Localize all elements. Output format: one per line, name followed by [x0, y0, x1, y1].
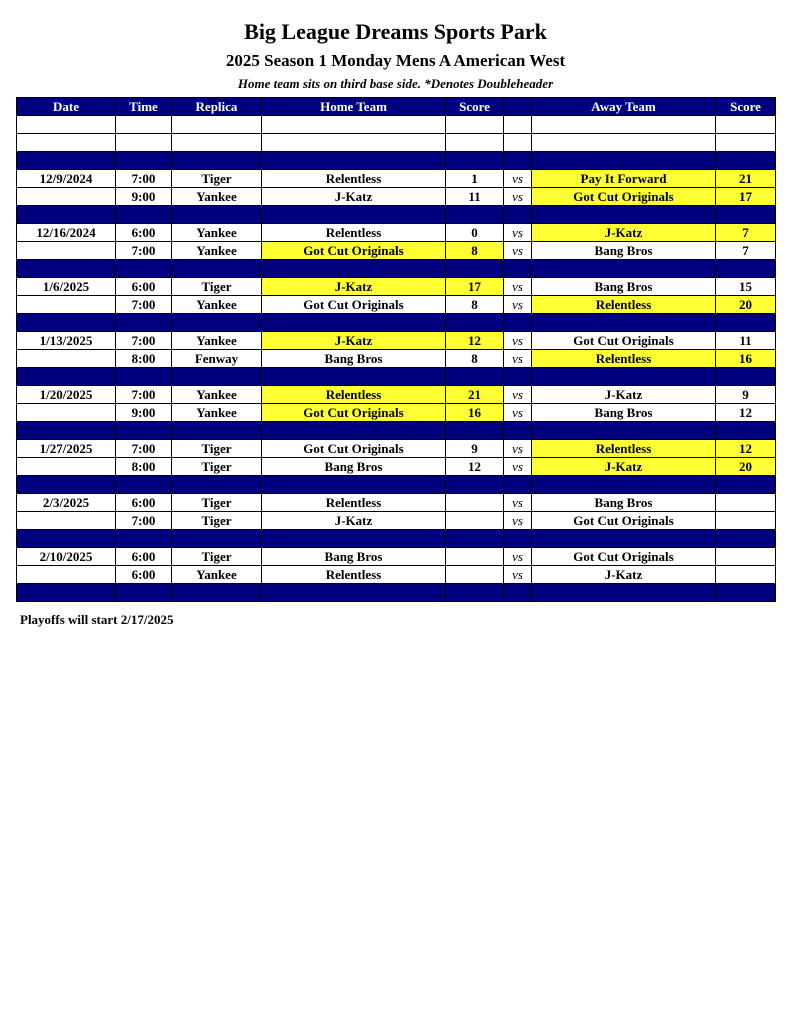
- home-score-cell: 17: [446, 278, 504, 296]
- vs-cell: vs: [504, 332, 532, 350]
- game-row: [17, 512, 776, 530]
- game-row: [17, 350, 776, 368]
- replica-cell: Yankee: [172, 332, 262, 350]
- page-title: Big League Dreams Sports Park: [244, 19, 547, 44]
- vs-cell: vs: [504, 278, 532, 296]
- home-team-cell: Relentless: [262, 224, 446, 242]
- home-score-cell: 16: [446, 404, 504, 422]
- replica-cell: Tiger: [172, 512, 262, 530]
- replica-cell: Yankee: [172, 566, 262, 584]
- game-row: [17, 458, 776, 476]
- empty-cell: [716, 584, 776, 602]
- empty-cell: [116, 584, 172, 602]
- empty-cell: [262, 584, 446, 602]
- empty-cell: [504, 422, 532, 440]
- home-team-cell: Relentless: [262, 170, 446, 188]
- col-away-team-header: Away Team: [532, 98, 716, 116]
- home-score-cell: 0: [446, 224, 504, 242]
- empty-cell: [716, 206, 776, 224]
- playoffs-note: Playoffs will start 2/17/2025: [20, 612, 174, 627]
- vs-cell: vs: [504, 386, 532, 404]
- col-replica-header: Replica: [172, 98, 262, 116]
- vs-cell: vs: [504, 458, 532, 476]
- col-home-team-header: Home Team: [262, 98, 446, 116]
- empty-cell: [262, 206, 446, 224]
- away-score-cell: 20: [716, 458, 776, 476]
- home-team-cell: Relentless: [262, 494, 446, 512]
- away-score-cell: 21: [716, 170, 776, 188]
- empty-cell: [116, 314, 172, 332]
- empty-cell: [504, 152, 532, 170]
- schedule-table: [16, 97, 776, 602]
- col-home-score-header: Score: [446, 98, 504, 116]
- empty-cell: [262, 368, 446, 386]
- empty-cell: [446, 584, 504, 602]
- week-separator-band: [17, 206, 776, 224]
- empty-cell: [17, 476, 116, 494]
- replica-cell: Tiger: [172, 440, 262, 458]
- empty-cell: [116, 134, 172, 152]
- game-row: [17, 386, 776, 404]
- week-separator-band: [17, 260, 776, 278]
- empty-cell: [532, 584, 716, 602]
- home-team-cell: Bang Bros: [262, 458, 446, 476]
- away-team-cell: Relentless: [532, 350, 716, 368]
- empty-cell: [172, 152, 262, 170]
- away-score-cell: [716, 548, 776, 566]
- empty-cell: [116, 368, 172, 386]
- empty-cell: [17, 116, 116, 134]
- empty-cell: [262, 152, 446, 170]
- empty-cell: [262, 116, 446, 134]
- away-team-cell: Got Cut Originals: [532, 548, 716, 566]
- home-score-cell: 1: [446, 170, 504, 188]
- empty-cell: [532, 206, 716, 224]
- home-score-cell: [446, 566, 504, 584]
- empty-cell: [446, 476, 504, 494]
- empty-cell: [504, 260, 532, 278]
- game-row: [17, 494, 776, 512]
- home-score-cell: 21: [446, 386, 504, 404]
- home-team-cell: J-Katz: [262, 332, 446, 350]
- empty-cell: [532, 134, 716, 152]
- empty-cell: [446, 260, 504, 278]
- home-team-cell: Got Cut Originals: [262, 404, 446, 422]
- replica-cell: Tiger: [172, 278, 262, 296]
- empty-cell: [262, 530, 446, 548]
- week-separator-band: [17, 584, 776, 602]
- away-team-cell: Bang Bros: [532, 278, 716, 296]
- time-cell: 8:00: [116, 350, 172, 368]
- empty-cell: [262, 476, 446, 494]
- vs-cell: vs: [504, 350, 532, 368]
- away-team-cell: Bang Bros: [532, 494, 716, 512]
- empty-cell: [172, 476, 262, 494]
- date-cell: 2/3/2025: [17, 494, 116, 512]
- away-score-cell: 16: [716, 350, 776, 368]
- game-row: [17, 548, 776, 566]
- away-team-cell: Bang Bros: [532, 404, 716, 422]
- date-cell: [17, 458, 116, 476]
- season-subtitle: 2025 Season 1 Monday Mens A American West: [225, 51, 566, 70]
- home-score-cell: [446, 494, 504, 512]
- away-score-cell: 12: [716, 440, 776, 458]
- time-cell: 6:00: [116, 548, 172, 566]
- date-cell: [17, 512, 116, 530]
- home-score-cell: [446, 512, 504, 530]
- away-score-cell: [716, 566, 776, 584]
- game-row: [17, 170, 776, 188]
- home-team-cell: Got Cut Originals: [262, 440, 446, 458]
- empty-cell: [116, 152, 172, 170]
- time-cell: 7:00: [116, 512, 172, 530]
- time-cell: 7:00: [116, 332, 172, 350]
- empty-cell: [716, 134, 776, 152]
- vs-cell: vs: [504, 404, 532, 422]
- time-cell: 7:00: [116, 440, 172, 458]
- date-cell: 2/10/2025: [17, 548, 116, 566]
- replica-cell: Tiger: [172, 494, 262, 512]
- home-team-cell: Bang Bros: [262, 548, 446, 566]
- header-row: [17, 98, 776, 116]
- empty-cell: [446, 368, 504, 386]
- away-score-cell: 9: [716, 386, 776, 404]
- empty-cell: [17, 260, 116, 278]
- game-row: [17, 404, 776, 422]
- week-separator-band: [17, 314, 776, 332]
- home-team-cell: J-Katz: [262, 512, 446, 530]
- empty-cell: [532, 314, 716, 332]
- away-team-cell: Got Cut Originals: [532, 512, 716, 530]
- date-cell: [17, 188, 116, 206]
- empty-cell: [716, 368, 776, 386]
- empty-cell: [716, 260, 776, 278]
- replica-cell: Yankee: [172, 242, 262, 260]
- away-score-cell: 7: [716, 224, 776, 242]
- time-cell: 7:00: [116, 242, 172, 260]
- empty-cell: [532, 530, 716, 548]
- empty-cell: [116, 206, 172, 224]
- replica-cell: Tiger: [172, 548, 262, 566]
- replica-cell: Yankee: [172, 224, 262, 242]
- empty-cell: [504, 314, 532, 332]
- date-cell: 1/27/2025: [17, 440, 116, 458]
- week-separator-band: [17, 422, 776, 440]
- game-row: [17, 224, 776, 242]
- empty-cell: [504, 116, 532, 134]
- date-cell: 1/13/2025: [17, 332, 116, 350]
- vs-cell: vs: [504, 224, 532, 242]
- week-separator-band: [17, 368, 776, 386]
- empty-cell: [716, 422, 776, 440]
- empty-cell: [504, 206, 532, 224]
- week-separator-band: [17, 530, 776, 548]
- home-team-cell: J-Katz: [262, 278, 446, 296]
- away-score-cell: 12: [716, 404, 776, 422]
- empty-cell: [446, 116, 504, 134]
- game-row: [17, 296, 776, 314]
- empty-cell: [116, 530, 172, 548]
- empty-cell: [116, 476, 172, 494]
- empty-cell: [262, 422, 446, 440]
- empty-cell: [172, 584, 262, 602]
- empty-cell: [172, 134, 262, 152]
- empty-cell: [532, 422, 716, 440]
- home-team-cell: J-Katz: [262, 188, 446, 206]
- time-cell: 7:00: [116, 170, 172, 188]
- home-team-cell: Relentless: [262, 386, 446, 404]
- home-score-cell: 11: [446, 188, 504, 206]
- home-team-cell: Bang Bros: [262, 350, 446, 368]
- blank-row: [17, 116, 776, 134]
- replica-cell: Yankee: [172, 386, 262, 404]
- home-team-cell: Relentless: [262, 566, 446, 584]
- away-score-cell: [716, 512, 776, 530]
- empty-cell: [532, 368, 716, 386]
- empty-cell: [716, 314, 776, 332]
- home-score-cell: 8: [446, 242, 504, 260]
- empty-cell: [504, 476, 532, 494]
- game-row: [17, 440, 776, 458]
- empty-cell: [716, 152, 776, 170]
- time-cell: 6:00: [116, 566, 172, 584]
- vs-cell: vs: [504, 188, 532, 206]
- game-row: [17, 332, 776, 350]
- col-vs-header: [504, 98, 532, 116]
- week-separator-band: [17, 152, 776, 170]
- date-cell: [17, 296, 116, 314]
- empty-cell: [172, 206, 262, 224]
- empty-cell: [716, 530, 776, 548]
- time-cell: 6:00: [116, 494, 172, 512]
- empty-cell: [172, 530, 262, 548]
- vs-cell: vs: [504, 566, 532, 584]
- date-cell: 1/20/2025: [17, 386, 116, 404]
- home-team-cell: Got Cut Originals: [262, 242, 446, 260]
- date-cell: [17, 350, 116, 368]
- time-cell: 6:00: [116, 278, 172, 296]
- empty-cell: [17, 314, 116, 332]
- replica-cell: Yankee: [172, 188, 262, 206]
- empty-cell: [172, 314, 262, 332]
- home-score-cell: 12: [446, 332, 504, 350]
- replica-cell: Tiger: [172, 458, 262, 476]
- away-score-cell: 20: [716, 296, 776, 314]
- date-cell: 1/6/2025: [17, 278, 116, 296]
- away-team-cell: J-Katz: [532, 566, 716, 584]
- empty-cell: [172, 422, 262, 440]
- empty-cell: [446, 152, 504, 170]
- away-team-cell: Relentless: [532, 440, 716, 458]
- empty-cell: [262, 134, 446, 152]
- col-date-header: Date: [17, 98, 116, 116]
- empty-cell: [446, 134, 504, 152]
- empty-cell: [172, 368, 262, 386]
- game-row: [17, 188, 776, 206]
- replica-cell: Fenway: [172, 350, 262, 368]
- empty-cell: [504, 530, 532, 548]
- away-team-cell: Relentless: [532, 296, 716, 314]
- game-row: [17, 566, 776, 584]
- empty-cell: [262, 314, 446, 332]
- game-row: [17, 278, 776, 296]
- empty-cell: [504, 584, 532, 602]
- away-team-cell: Pay It Forward: [532, 170, 716, 188]
- away-team-cell: Bang Bros: [532, 242, 716, 260]
- date-cell: [17, 404, 116, 422]
- empty-cell: [17, 584, 116, 602]
- empty-cell: [446, 206, 504, 224]
- away-team-cell: Got Cut Originals: [532, 332, 716, 350]
- vs-cell: vs: [504, 440, 532, 458]
- home-score-cell: 8: [446, 296, 504, 314]
- home-score-cell: [446, 548, 504, 566]
- away-score-cell: 17: [716, 188, 776, 206]
- empty-cell: [532, 152, 716, 170]
- empty-cell: [446, 314, 504, 332]
- blank-row: [17, 134, 776, 152]
- empty-cell: [504, 134, 532, 152]
- home-score-cell: 12: [446, 458, 504, 476]
- home-score-cell: 8: [446, 350, 504, 368]
- replica-cell: Tiger: [172, 170, 262, 188]
- empty-cell: [17, 152, 116, 170]
- vs-cell: vs: [504, 170, 532, 188]
- time-cell: 8:00: [116, 458, 172, 476]
- replica-cell: Yankee: [172, 296, 262, 314]
- empty-cell: [532, 260, 716, 278]
- empty-cell: [17, 422, 116, 440]
- empty-cell: [116, 116, 172, 134]
- empty-cell: [532, 476, 716, 494]
- home-team-note: Home team sits on third base side. *Denotes Doubleheader: [237, 76, 554, 91]
- time-cell: 6:00: [116, 224, 172, 242]
- away-team-cell: J-Katz: [532, 224, 716, 242]
- away-team-cell: Got Cut Originals: [532, 188, 716, 206]
- date-cell: 12/9/2024: [17, 170, 116, 188]
- date-cell: 12/16/2024: [17, 224, 116, 242]
- empty-cell: [116, 260, 172, 278]
- date-cell: [17, 242, 116, 260]
- week-separator-band: [17, 476, 776, 494]
- time-cell: 7:00: [116, 386, 172, 404]
- empty-cell: [446, 422, 504, 440]
- empty-cell: [716, 116, 776, 134]
- away-score-cell: [716, 494, 776, 512]
- empty-cell: [17, 530, 116, 548]
- time-cell: 7:00: [116, 296, 172, 314]
- schedule-body: [17, 116, 776, 602]
- game-row: [17, 242, 776, 260]
- empty-cell: [116, 422, 172, 440]
- empty-cell: [172, 260, 262, 278]
- empty-cell: [17, 134, 116, 152]
- time-cell: 9:00: [116, 188, 172, 206]
- away-score-cell: 7: [716, 242, 776, 260]
- away-score-cell: 15: [716, 278, 776, 296]
- away-score-cell: 11: [716, 332, 776, 350]
- away-team-cell: J-Katz: [532, 386, 716, 404]
- vs-cell: vs: [504, 296, 532, 314]
- empty-cell: [17, 206, 116, 224]
- vs-cell: vs: [504, 548, 532, 566]
- time-cell: 9:00: [116, 404, 172, 422]
- replica-cell: Yankee: [172, 404, 262, 422]
- away-team-cell: J-Katz: [532, 458, 716, 476]
- col-time-header: Time: [116, 98, 172, 116]
- empty-cell: [172, 116, 262, 134]
- vs-cell: vs: [504, 512, 532, 530]
- empty-cell: [17, 368, 116, 386]
- vs-cell: vs: [504, 494, 532, 512]
- vs-cell: vs: [504, 242, 532, 260]
- home-team-cell: Got Cut Originals: [262, 296, 446, 314]
- home-score-cell: 9: [446, 440, 504, 458]
- empty-cell: [716, 476, 776, 494]
- empty-cell: [262, 260, 446, 278]
- empty-cell: [446, 530, 504, 548]
- empty-cell: [504, 368, 532, 386]
- empty-cell: [532, 116, 716, 134]
- date-cell: [17, 566, 116, 584]
- col-away-score-header: Score: [716, 98, 776, 116]
